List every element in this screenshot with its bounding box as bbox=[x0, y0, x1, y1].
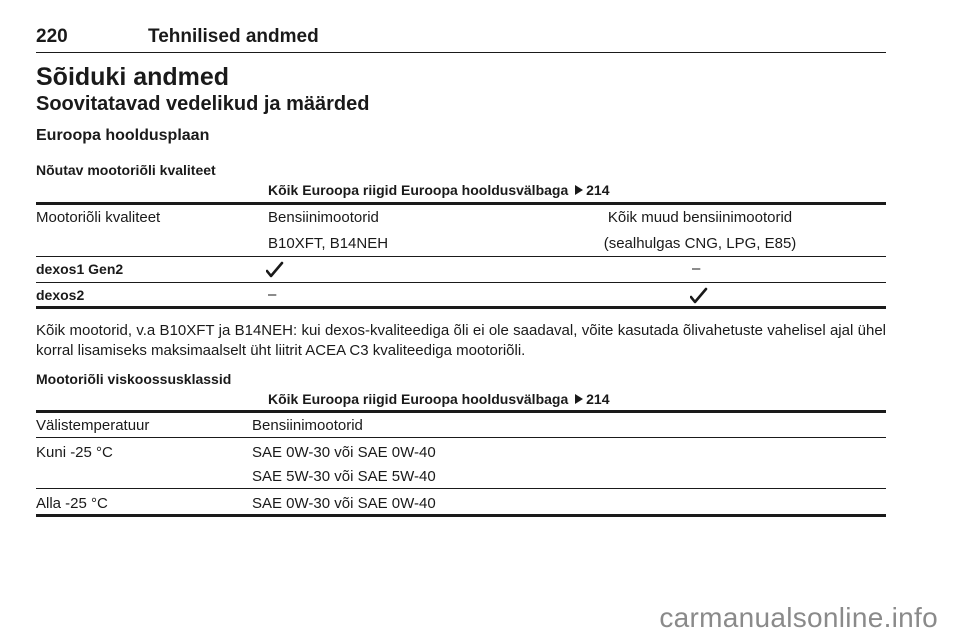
page-reference-arrow-icon bbox=[575, 185, 583, 195]
viscosity-caption: Mootoriõli viskoossusklassid bbox=[36, 371, 232, 387]
col-header-other-fuels: (sealhulgas CNG, LPG, E85) bbox=[603, 235, 797, 252]
table-rule bbox=[36, 410, 886, 413]
scope-page-ref[interactable]: 214 bbox=[586, 391, 610, 407]
table-rule bbox=[36, 306, 886, 309]
table-rule bbox=[36, 202, 886, 205]
watermark: carmanualsonline.info bbox=[659, 602, 938, 633]
scope-text: Kõik Euroopa riigid Euroopa hooldusvälbaga bbox=[268, 182, 569, 198]
subsection-title: Soovitatavad vedelikud ja määrded bbox=[36, 93, 370, 115]
dash-mark: – bbox=[692, 260, 701, 277]
viscosity-grade: SAE 0W-30 või SAE 0W-40 bbox=[252, 444, 436, 461]
col-header-oil-quality: Mootoriõli kvaliteet bbox=[36, 209, 161, 226]
row-name-dexos1: dexos1 Gen2 bbox=[36, 261, 124, 277]
col-header-other-engines: Kõik muud bensiinimootorid bbox=[607, 209, 793, 226]
page-number: 220 bbox=[36, 26, 68, 47]
temperature-cell: Alla -25 °C bbox=[36, 495, 108, 512]
engine-oil-note: Kõik mootorid, v.a B10XFT ja B14NEH: kui dexos-kvaliteediga õli ei ole saadaval, võite kasutada õlivahetuste vahelisel ajal ühel korral lisamiseks maksimaalselt üht liitrit ACEA C3 kvaliteediga mootoriõli. bbox=[36, 322, 886, 359]
col-header-engine-codes: B10XFT, B14NEH bbox=[268, 235, 389, 252]
check-icon bbox=[266, 261, 284, 279]
col-header-petrol-engines: Bensiinimootorid bbox=[268, 209, 379, 226]
scope-text: Kõik Euroopa riigid Euroopa hooldusvälbaga bbox=[268, 391, 569, 407]
table-rule bbox=[36, 256, 886, 257]
oil-quality-caption: Nõutav mootoriõli kvaliteet bbox=[36, 162, 216, 178]
col-header-outside-temperature: Välistemperatuur bbox=[36, 417, 150, 434]
viscosity-grade: SAE 0W-30 või SAE 0W-40 bbox=[252, 495, 436, 512]
table-rule bbox=[36, 514, 886, 517]
page-reference-arrow-icon bbox=[575, 394, 583, 404]
col-header-petrol-engines: Bensiinimootorid bbox=[252, 417, 363, 434]
check-icon bbox=[690, 287, 708, 305]
scope-page-ref[interactable]: 214 bbox=[586, 182, 610, 198]
table-rule bbox=[36, 488, 886, 489]
subheading: Euroopa hooldusplaan bbox=[36, 127, 210, 144]
section-title: Sõiduki andmed bbox=[36, 63, 230, 91]
temperature-cell: Kuni -25 °C bbox=[36, 444, 113, 461]
table-rule bbox=[36, 437, 886, 438]
chapter-title: Tehnilised andmed bbox=[148, 26, 319, 47]
dash-mark: – bbox=[268, 286, 277, 303]
viscosity-scope bbox=[268, 391, 610, 407]
row-name-dexos2: dexos2 bbox=[36, 287, 85, 303]
oil-quality-scope bbox=[268, 182, 610, 198]
table-rule bbox=[36, 282, 886, 283]
viscosity-grade: SAE 5W-30 või SAE 5W-40 bbox=[252, 468, 436, 485]
page-header bbox=[36, 26, 886, 53]
